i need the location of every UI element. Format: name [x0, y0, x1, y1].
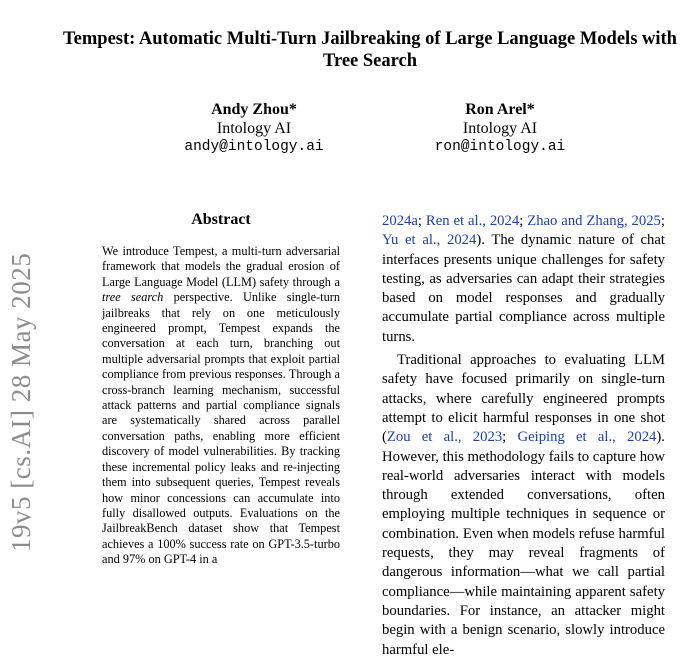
arxiv-identifier-stamp: 19v5 [cs.AI] 28 May 2025 [6, 252, 36, 552]
citation-link[interactable]: Yu et al., 2024 [382, 232, 477, 249]
abstract-text-part: We introduce Tempest, a multi-turn adversarial framework that models the gradual erosion of Large Language Model (LLM) safety through a [102, 244, 340, 289]
citation-link[interactable]: Geiping et al., 2024 [517, 429, 657, 446]
citation-link[interactable]: Zou et al., 2023 [386, 429, 503, 446]
paragraph-text: Traditional approaches to evaluating LLM safety have focused primarily on single-turn attacks, where carefully engineered prompts attempt to elicit harmful responses in one shot ( [382, 352, 665, 446]
paragraph-text: ). The dynamic nature of chat interfaces presents unique challenges for safety testing, as adversaries can adapt their strategies based on model responses and gradually accumulate partial compliance across multiple turns. [382, 232, 665, 345]
abstract-text [102, 244, 340, 568]
paper-title: Tempest: Automatic Multi-Turn Jailbreaking of Large Language Models with Tree Search [63, 29, 677, 71]
citation-separator: ; [519, 213, 528, 229]
citation-link[interactable]: 2024a [382, 213, 418, 229]
abstract-heading: Abstract [191, 211, 251, 228]
intro-paragraph-2 [382, 351, 665, 660]
author-affiliation: Intology AI [462, 120, 538, 137]
intro-paragraph-1 [382, 212, 665, 347]
author-block-ron-arel [390, 100, 610, 157]
abstract-text-part: perspective. Unlike single-turn jailbreaks that rely on one meticulously engineered prompt, Tempest expands the conversation at each turn, branching out multiple adversarial prompts that exploit partial compliance from previous responses. Through a cross-branch learning mechanism, successful attack patterns and partial compliance signals are systematically shared across parallel conversation paths, enabling more efficient discovery of model vulnerabilities. By tracking these incremental policy leaks and re-injecting them into subsequent queries, Tempest reveals how minor concessions can accumulate into fully disallowed outputs. Evaluations on the JailbreakBench dataset show that Tempest achieves a 100% success rate on GPT-3.5-turbo and 97% on GPT-4 in a [102, 290, 340, 567]
author-email: ron@intology.ai [434, 139, 566, 155]
citation-separator: ; [660, 213, 665, 229]
citation-link[interactable]: Ren et al., 2024 [425, 213, 520, 229]
citation-link[interactable]: Zhao and Zhang, 2025 [527, 213, 661, 229]
intro-column [382, 212, 665, 660]
author-name: Ron Arel* [465, 101, 535, 118]
author-block-andy-zhou [144, 100, 364, 157]
author-name: Andy Zhou* [211, 101, 297, 118]
author-email: andy@intology.ai [184, 139, 324, 155]
author-affiliation: Intology AI [216, 120, 292, 137]
paragraph-text: ). However, this methodology fails to capture how real-world adversaries interact with models through extended conversations, often employing multiple techniques in sequence or combination. Even when models refuse harmful requests, they may reveal fragments of dangerous information—what we call partial compliance—while maintaining apparent safety boundaries. For instance, an attacker might begin with a benign scenario, slowly introduce harmful ele- [382, 429, 665, 658]
citation-separator: ; [502, 429, 518, 446]
abstract-emphasis: tree search [102, 290, 164, 305]
citation-separator: ; [417, 213, 426, 229]
